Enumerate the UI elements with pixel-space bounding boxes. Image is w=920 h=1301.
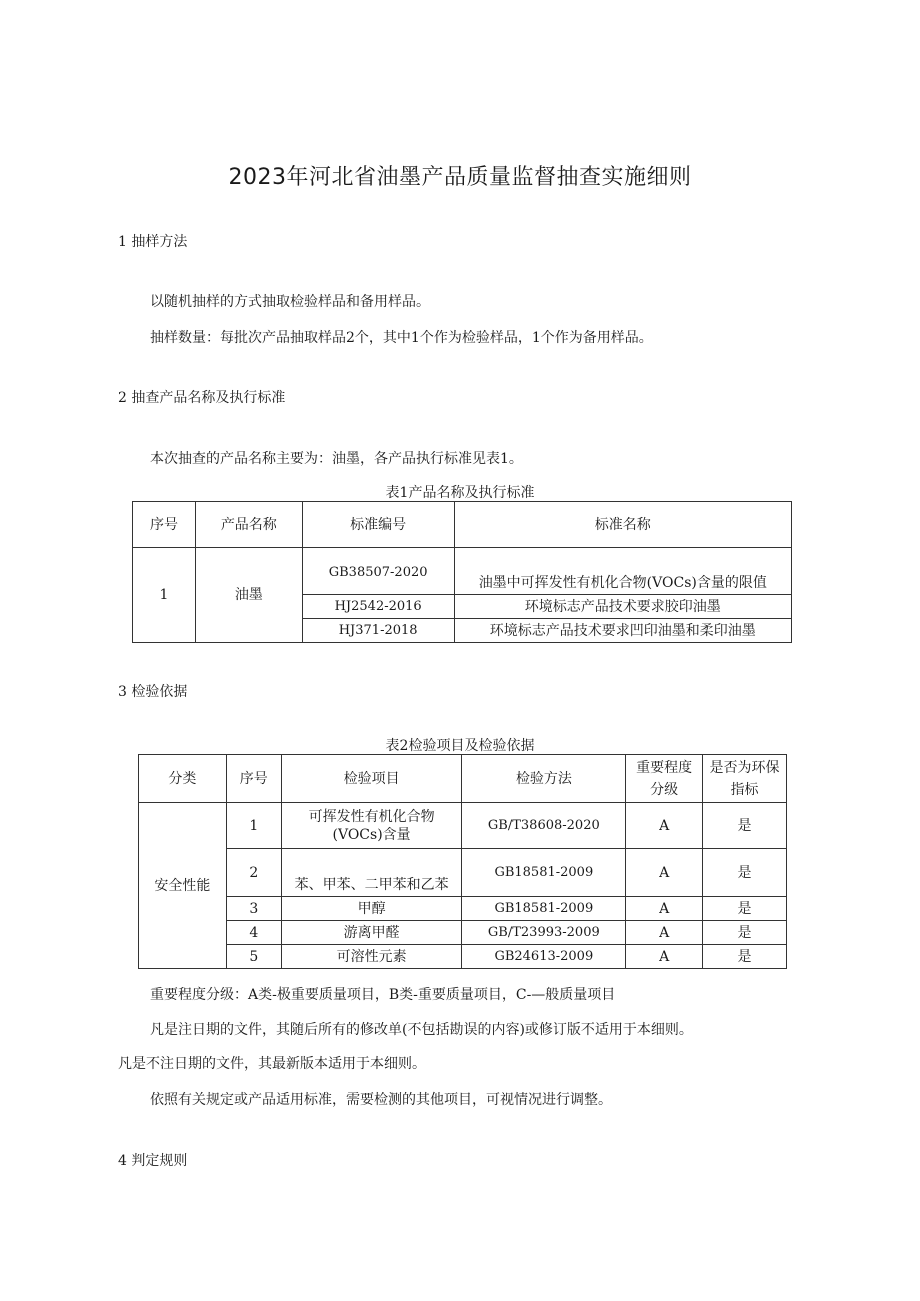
- sampling-method-text: 以随机抽样的方式抽取检验样品和备用样品。: [150, 294, 430, 310]
- header-environmental-line1: 是否为环保: [709, 759, 780, 776]
- row-test-method: GB/T23993-2009: [462, 921, 626, 945]
- header-environmental: [703, 755, 787, 803]
- row-test-item: 游离甲醛: [281, 921, 462, 945]
- standard-name: 环境标志产品技术要求凹印油墨和柔印油墨: [454, 619, 791, 643]
- section-4-heading: 4 判定规则: [118, 1153, 188, 1169]
- header-standard-code: 标准编号: [302, 502, 454, 548]
- table-row: [139, 897, 787, 921]
- row-grade: A: [626, 897, 703, 921]
- header-importance-line2: 分级: [650, 781, 679, 798]
- standard-code: GB38507-2020: [302, 548, 454, 595]
- row-grade: A: [626, 849, 703, 897]
- standards-table: [132, 501, 792, 643]
- table-row: [139, 921, 787, 945]
- row-seq: 4: [226, 921, 281, 945]
- table-row: [139, 803, 787, 849]
- table-row: [139, 945, 787, 969]
- document-title: 2023年河北省油墨产品质量监督抽查实施细则: [228, 165, 692, 190]
- row-test-item: 苯、甲苯、二甲苯和乙苯: [281, 849, 462, 897]
- standard-code: HJ2542-2016: [302, 595, 454, 619]
- section-3-heading: 3 检验依据: [118, 684, 188, 700]
- table-header-row: [133, 502, 792, 548]
- row-environmental: 是: [703, 921, 787, 945]
- row-grade: A: [626, 921, 703, 945]
- table1-caption: 表1产品名称及执行标准: [385, 485, 535, 501]
- row-test-item: 甲醇: [281, 897, 462, 921]
- row-test-method: GB18581-2009: [462, 897, 626, 921]
- row-grade: A: [626, 945, 703, 969]
- table-header-row: [139, 755, 787, 803]
- row-test-item: 可溶性元素: [281, 945, 462, 969]
- header-category: 分类: [139, 755, 227, 803]
- table2-caption: 表2检验项目及检验依据: [385, 738, 535, 754]
- product-scope-text: 本次抽查的产品名称主要为：油墨，各产品执行标准见表1。: [150, 451, 523, 467]
- table-row: [133, 548, 792, 595]
- row-seq: 5: [226, 945, 281, 969]
- row-test-item: [281, 803, 462, 849]
- row-test-method: GB18581-2009: [462, 849, 626, 897]
- adjustment-note: 依照有关规定或产品适用标准，需要检测的其他项目，可视情况进行调整。: [150, 1092, 612, 1108]
- row-environmental: 是: [703, 897, 787, 921]
- test-item-line1: 可挥发性有机化合物: [308, 808, 435, 825]
- test-item-line2: (VOCs)含量: [332, 826, 411, 843]
- table-row: [139, 849, 787, 897]
- inspection-items-table: [138, 754, 787, 969]
- header-importance: [626, 755, 703, 803]
- row-environmental: 是: [703, 803, 787, 849]
- header-seq: 序号: [133, 502, 196, 548]
- dated-documents-note: 凡是注日期的文件，其随后所有的修改单(不包括勘误的内容)或修订版不适用于本细则。: [150, 1022, 693, 1038]
- row-grade: A: [626, 803, 703, 849]
- standard-name: 环境标志产品技术要求胶印油墨: [454, 595, 791, 619]
- standard-name: 油墨中可挥发性有机化合物(VOCs)含量的限值: [454, 548, 791, 595]
- header-seq: 序号: [226, 755, 281, 803]
- row-environmental: 是: [703, 945, 787, 969]
- standard-code: HJ371-2018: [302, 619, 454, 643]
- grading-note: 重要程度分级：A类-极重要质量项目，B类-重要质量项目，C-—般质量项目: [150, 987, 616, 1003]
- header-test-method: 检验方法: [462, 755, 626, 803]
- row-seq: 3: [226, 897, 281, 921]
- header-standard-name: 标准名称: [454, 502, 791, 548]
- row-environmental: 是: [703, 849, 787, 897]
- row-test-method: GB/T38608-2020: [462, 803, 626, 849]
- row-test-method: GB24613-2009: [462, 945, 626, 969]
- section-1-heading: 1 抽样方法: [118, 234, 188, 250]
- row-seq: 1: [133, 548, 196, 643]
- header-test-item: 检验项目: [281, 755, 462, 803]
- row-product: 油墨: [195, 548, 302, 643]
- header-product-name: 产品名称: [195, 502, 302, 548]
- sampling-quantity-text: 抽样数量：每批次产品抽取样品2个，其中1个作为检验样品，1个作为备用样品。: [150, 330, 653, 346]
- undated-documents-note: 凡是不注日期的文件，其最新版本适用于本细则。: [118, 1056, 426, 1072]
- header-environmental-line2: 指标: [730, 781, 759, 798]
- header-importance-line1: 重要程度: [636, 759, 693, 776]
- row-seq: 2: [226, 849, 281, 897]
- section-2-heading: 2 抽查产品名称及执行标准: [118, 390, 286, 406]
- category-cell: 安全性能: [139, 803, 227, 969]
- row-seq: 1: [226, 803, 281, 849]
